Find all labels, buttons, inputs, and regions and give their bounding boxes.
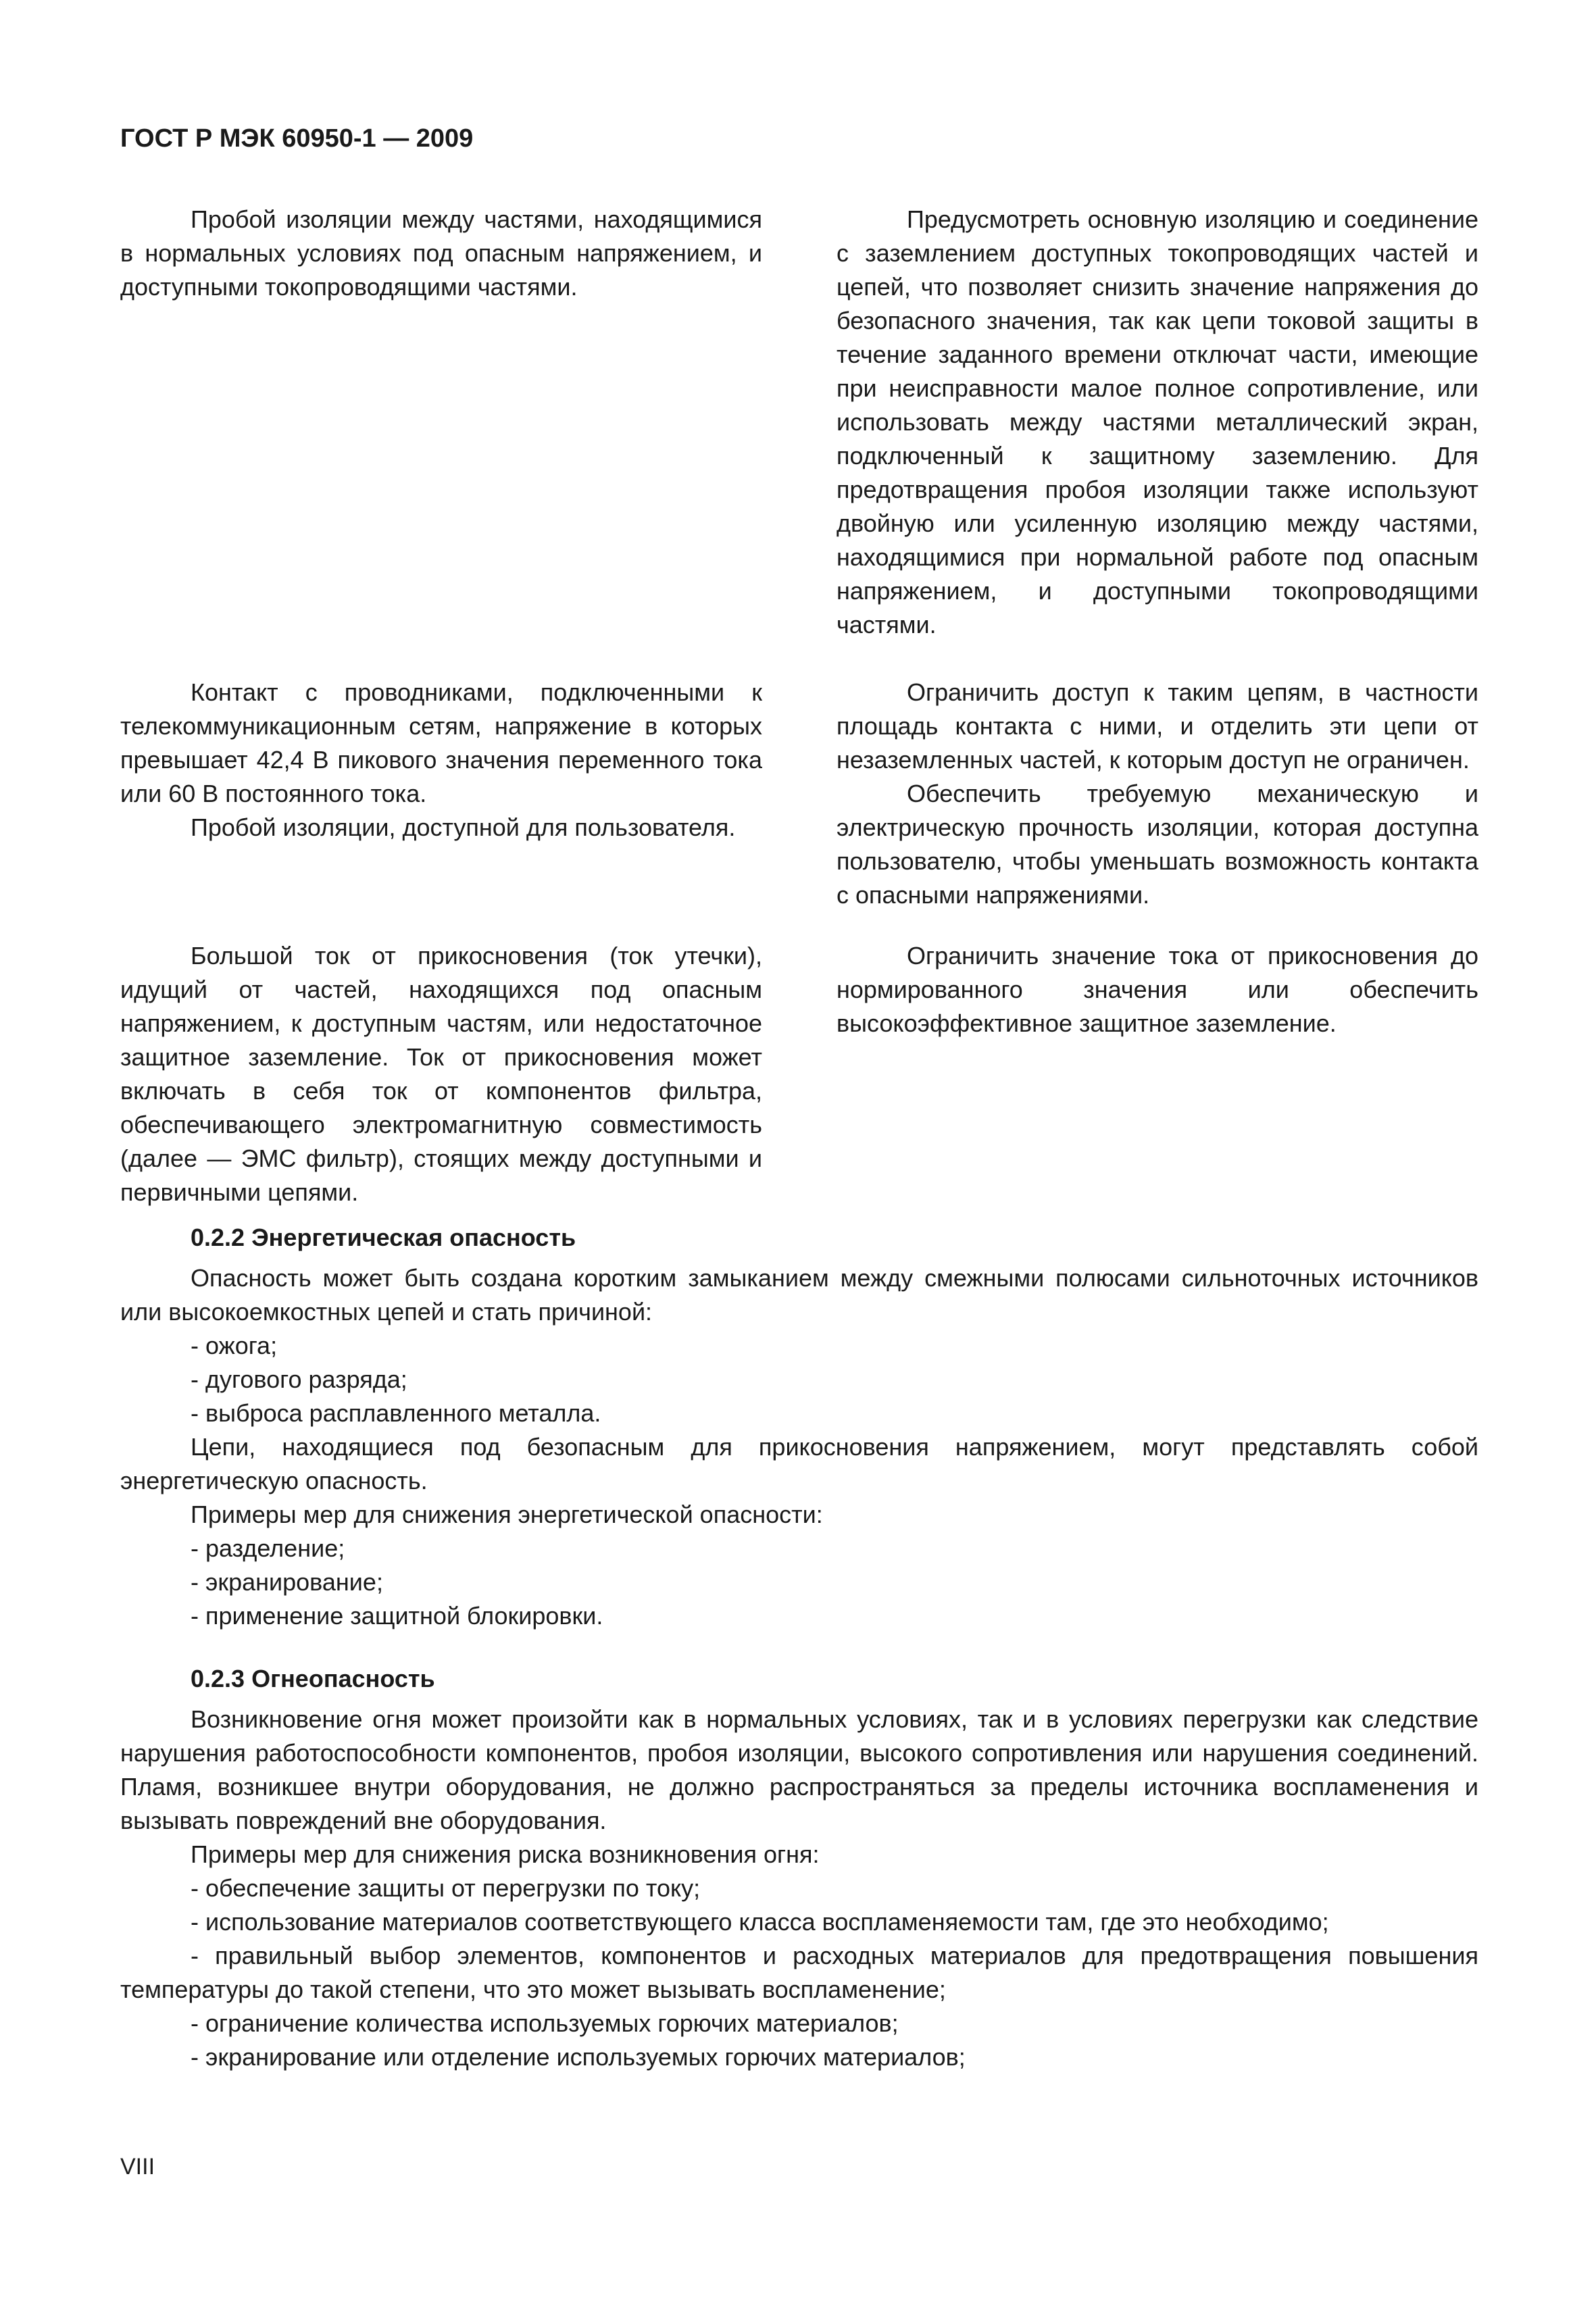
list-item: - использование материалов соответствующего класса воспламеняемости там, где это необходимо;	[191, 1908, 1329, 1936]
paragraph: Большой ток от прикосновения (ток утечки), идущий от частей, находящихся под опасным напряжением, к доступным частям, или недостаточное защитное заземление. Ток от прикосновения может включать в себя ток от компонентов фильтра, обеспечивающего электромагнитную совместимость (далее — ЭМС фильтр), стоящих между доступными и первичными цепями.	[120, 942, 762, 1206]
paragraph: Ограничить доступ к таким цепям, в частности площадь контакта с ними, и отделить эти цепи от незаземленных частей, к которым доступ не ограничен.	[837, 678, 1478, 774]
paragraph: Опасность может быть создана коротким замыканием между смежными полюсами сильноточных источников или высокоемкостных цепей и стать причиной:	[120, 1264, 1478, 1326]
list-item: - правильный выбор элементов, компонентов и расходных материалов для предотвращения повышения температуры до такой степени, что это может вызывать воспламенение;	[120, 1942, 1478, 2003]
list-item: - выброса расплавленного металла.	[191, 1399, 601, 1427]
paragraph: Обеспечить требуемую механическую и электрическую прочность изоляции, которая доступна пользователю, чтобы уменьшать возможность контакта с опасными напряжениями.	[837, 780, 1478, 909]
hazard-measure	[837, 939, 1478, 1209]
list-item: - экранирование;	[191, 1568, 383, 1596]
paragraph: Предусмотреть основную изоляцию и соединение с заземлением доступных токопроводящих частей и цепей, что позволяет снизить значение напряжения до безопасного значения, так как цепи токовой защиты в течение заданного времени отключат части, имеющие при неисправности малое полное сопротивление, или использовать между частями металлический экран, подключенный к защитному заземлению. Для предотвращения пробоя изоляции также используют двойную или усиленную изоляцию между частями, находящимися при нормальной работе под опасным напряжением, и доступными токопроводящими частями.	[837, 205, 1478, 638]
section-heading: 0.2.3 Огнеопасность	[191, 1665, 435, 1692]
paragraph: Возникновение огня может произойти как в нормальных условиях, так и в условиях перегрузки как следствие нарушения работоспособности компонентов, пробоя изоляции, высокого сопротивления или нарушения соединений. Пламя, возникшее внутри оборудования, не должно распространяться за пределы источника воспламенения и вызывать повреждений вне оборудования.	[120, 1705, 1478, 1834]
list-item: - дугового разряда;	[191, 1365, 407, 1393]
paragraph: Цепи, находящиеся под безопасным для прикосновения напряжением, могут представлять собой энергетическую опасность.	[120, 1433, 1478, 1494]
hazard-row-2	[120, 676, 1478, 912]
hazard-measure	[837, 676, 1478, 912]
hazard-description	[120, 203, 762, 642]
list-item: - ограничение количества используемых горючих материалов;	[191, 2009, 899, 2037]
page-header: ГОСТ Р МЭК 60950-1 — 2009	[120, 124, 474, 153]
paragraph: Ограничить значение тока от прикосновения до нормированного значения или обеспечить высокоэффективное защитное заземление.	[837, 942, 1478, 1037]
list-item: - экранирование или отделение используемых горючих материалов;	[191, 2043, 966, 2071]
hazard-measure	[837, 203, 1478, 642]
list-item: - разделение;	[191, 1534, 345, 1562]
section-fire-hazard	[120, 1661, 1478, 2074]
list-item: - ожога;	[191, 1332, 278, 1359]
hazard-row-1	[120, 203, 1478, 642]
list-item: - обеспечение защиты от перегрузки по току;	[191, 1874, 701, 1902]
hazard-row-3	[120, 939, 1478, 1209]
list-item: - применение защитной блокировки.	[191, 1602, 603, 1630]
section-energy-hazard	[120, 1219, 1478, 1633]
section-heading: 0.2.2 Энергетическая опасность	[191, 1224, 576, 1251]
paragraph: Примеры мер для снижения энергетической опасности:	[191, 1501, 823, 1528]
hazard-description	[120, 939, 762, 1209]
paragraph: Пробой изоляции между частями, находящимися в нормальных условиях под опасным напряжением, и доступными токопроводящими частями.	[120, 205, 762, 301]
hazard-description	[120, 676, 762, 912]
page-number: VIII	[120, 2154, 155, 2180]
paragraph: Примеры мер для снижения риска возникновения огня:	[191, 1840, 820, 1868]
paragraph: Контакт с проводниками, подключенными к телекоммуникационным сетям, напряжение в которых превышает 42,4 В пикового значения переменного тока или 60 В постоянного тока.	[120, 678, 762, 807]
paragraph: Пробой изоляции, доступной для пользователя.	[191, 813, 736, 841]
